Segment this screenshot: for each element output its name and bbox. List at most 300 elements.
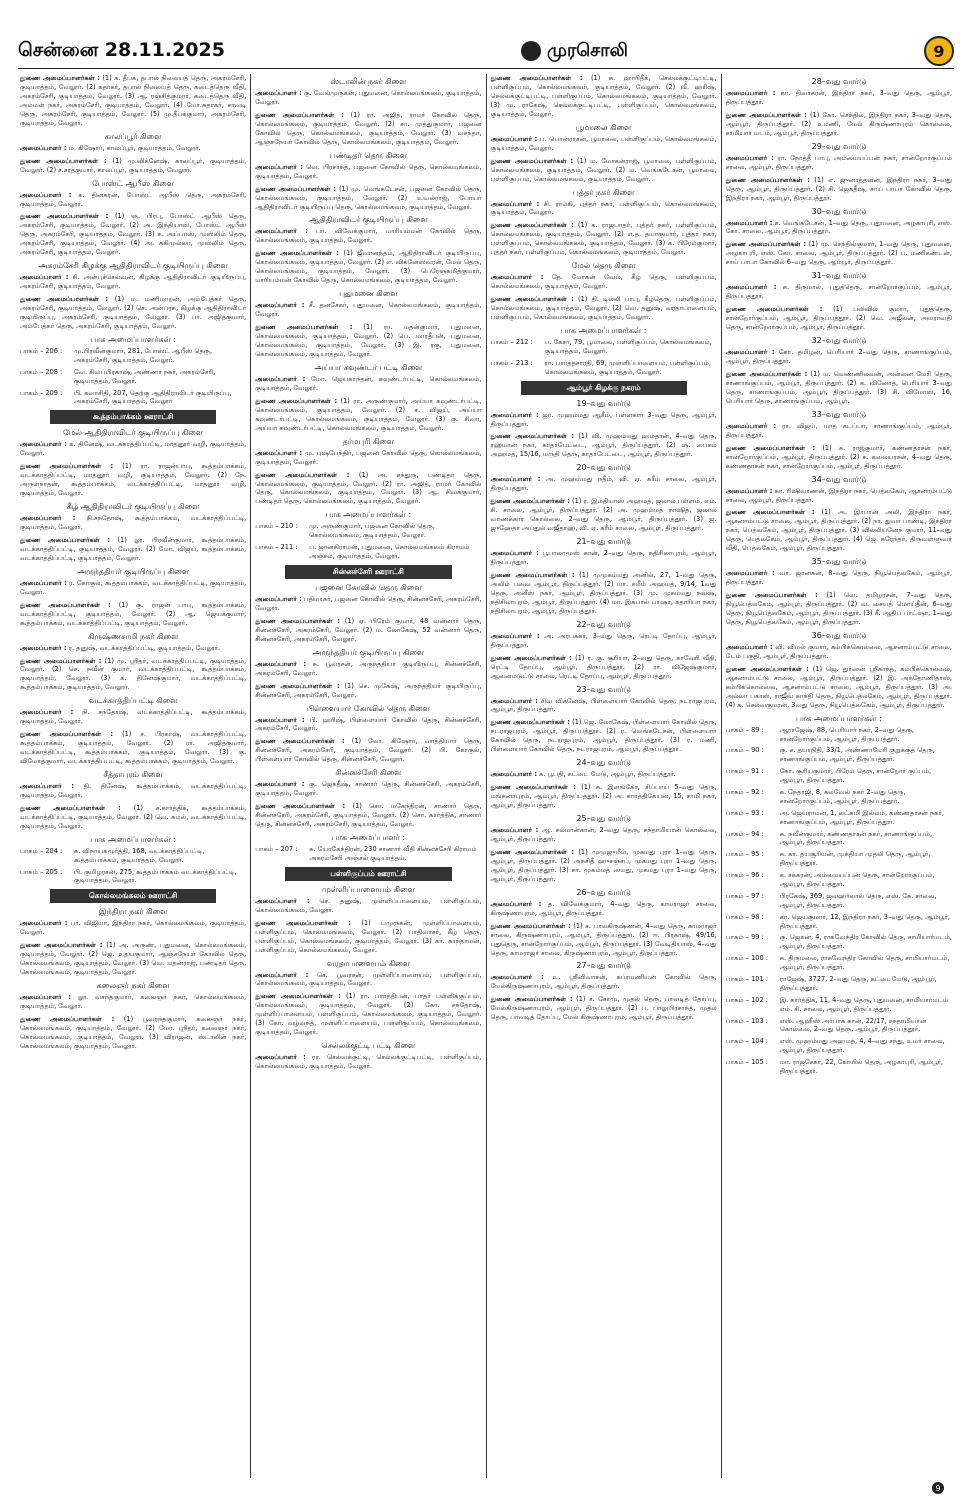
role-label: அமைப்பாளர் : (725, 486, 773, 495)
booth-label: பாகம் – 97 : (725, 891, 764, 900)
member-paragraph (491, 632, 717, 650)
member-paragraph (255, 595, 481, 613)
role-label: அமைப்பாளர் : (255, 970, 309, 979)
booth-entry (726, 954, 952, 972)
role-label: துணை அமைப்பாளர்கள் : (20, 295, 109, 304)
member-text: சு. பூபதி, கட்டை மேடு, ஆம்பூர், திருப்பத்தூர். (539, 770, 676, 779)
member-text: நி. சந்தோஷ், வடக்காத்திப்பட்டி, கூத்தம்பாக்கம், குடியாத்தம், வேலூர். (20, 708, 247, 726)
member-text: (1) முமுஜுமீம், முகமது புரா 1–வது தெரு, ஆம்பூர், திருப்பத்தூர். (2) அநசிதீ ஹுசஞ்சப், முகமது புரா 1–வது தெரு, ஆம்பூர், திருப்பத்தூர். (3) சா. முகம்மத் ஸமது, முகமது புரா 1–வது தெரு, ஆம்பூர், திருப்பத்தூர். (490, 847, 717, 883)
member-paragraph (491, 718, 717, 754)
masthead (18, 34, 954, 69)
member-text: லூ. வசந்தகுமார், கலைஞர் நகர், கொல்லமங்கலம், குடியாத்தம், வேலூர். (20, 993, 247, 1011)
member-paragraph (491, 571, 717, 616)
role-label: துணை அமைப்பாளர்கள் : (255, 681, 340, 690)
role-label: அமைப்பாளர் : (490, 770, 537, 779)
member-text: (1) பலிவில் குமார், புதுத்தெரு, சான்றோர்குப்பம், ஆம்பூர், திருப்பத்தூர். (2) வெ. அஜீலன், அமராவதி தெரு, சான்றோர்குப்பம், ஆம்பூர், திருப்பத்தூர். (725, 305, 952, 332)
member-text: பா. விஜியா, இந்திரா நகர், கொல்லமங்கலம், குடியாத்தம், வேலூர். (20, 919, 247, 937)
section-heading: பூமாலை கிளை (575, 122, 632, 132)
member-text: வெ. பிரசாந்த், பஜனை கோவில் தெரு, கொல்லமங்கலம், குடியாத்தம், வேலூர். (255, 162, 482, 180)
booth-value: கோ. சூரியகுமார், பிரேம் தெரு, சான்றோர் குப்பம், ஆம்பூர், திருப்பத்தூர். (779, 767, 932, 785)
member-paragraph (491, 221, 717, 257)
booth-value: இ. கார்த்திக், 11, 4–வது தெரு, புதுமனை, சாமியார்மடம் எம். சி. சாலை, ஆம்பூர், திருப்பத்தூர். (779, 995, 949, 1013)
booth-entry (726, 975, 952, 993)
role-label: துணை அமைப்பாளர்கள் : (255, 396, 338, 405)
member-text: (1) ச.கார்த்திக், கூத்தம்பாக்கம், வடக்காத்திப்பட்டி, குடியாத்தம், வேலூர். (2) வெ. சுமல், வடக்காத்திப்பட்டி, குடியாத்தம், வேலூர். (20, 803, 247, 830)
section-heading: 28–வது வார்டு (811, 77, 867, 86)
role-label: துணை அமைப்பாளர்கள் : (255, 737, 345, 746)
member-paragraph (20, 536, 246, 563)
member-text: (1) ஏ. பிரேம் குமார், 48 வன்னார் தெரு, சின்னச்சேரி, அகரம்சேரி, வேலூர். (2) ம. லோகேஷ், 52 வன்னார் தெரு, சின்னச்சேரி, அகரம்சேரி, வேலூர். (255, 616, 482, 643)
booth-value: க. விநாயகமூர்த்தி, 168, வடக்காத்திப்பட்டி, கூத்தம்பாக்கம், குடியாத்தம், வேலூர். (74, 846, 205, 864)
member-text: ரா. விஜய், மாத கடப்பா, சாணாங்குப்பம், ஆம்பூர், திருப்பத்தூர். (725, 421, 952, 439)
member-paragraph (20, 579, 246, 597)
booth-label: பாகம் – 104 : (725, 1037, 769, 1046)
booth-value: கா. ஜெயகுமார், 12, இந்திரா நகர், 3–வது தெரு, ஆம்பூர், திருப்பத்தூர். (779, 912, 950, 930)
booth-value: ராஜேஷ், 3727, 2–வது தெரு, கட்டைமேடு, ஆம்பூர், திருப்பத்தூர். (779, 974, 937, 992)
member-paragraph (255, 682, 481, 700)
member-paragraph (20, 993, 246, 1011)
role-label: துணை அமைப்பாளர்கள் : (490, 570, 575, 579)
booth-label: பாகம் – 93 : (725, 808, 764, 817)
role-label: துணை அமைப்பாளர்கள் : (20, 535, 110, 544)
member-text: (1) மு. வெங்கடேசன், பஜனை கோவில் தெரு, கொல்லமங்கலம், குடியாத்தம், வேலூர். (2) உவல்ராஜ், போயர் ஆதிதிராவிடர் குடியிருப்பு தெரு, கொல்லமங்கலம், குடியாத்தம், வேலூர். (255, 184, 482, 211)
member-text: சீ. தனசேகர், புதுமனை, கொல்லமங்கலம், குடியாத்தம், வேலூர். (255, 301, 482, 319)
member-paragraph (255, 897, 481, 915)
booth-label: பாகம் – 94 : (725, 829, 764, 838)
role-label: அமைப்பாளர் : (725, 283, 777, 292)
booth-entry (726, 809, 952, 827)
section-heading: பாக அமைப்பாளர்கள் : (90, 834, 176, 844)
member-paragraph (20, 157, 246, 175)
member-paragraph (20, 782, 246, 800)
booth-label: பாகம் – 206 : (20, 346, 63, 355)
booth-label: பாகம் – 212 : (490, 338, 533, 347)
member-text: கா. ரிஷிவாணன், இந்திரா நகர், பெத்லகேம், ஆசனாம்பட்டு சாலை, ஆம்பூர், திருப்பத்தூர். (725, 486, 952, 504)
role-label: அமைப்பாளர் : (490, 134, 538, 143)
section-heading: மேல் தெரு கிளை (571, 261, 636, 271)
role-label: அமைப்பாளர் : (255, 227, 308, 236)
member-paragraph (20, 212, 246, 257)
booth-value: ஆராஜேஷ், 88, பெரியார் நகர், 2–வது தெரு, சான்றோர்குப்பம், ஆம்பூர், திருப்பத்தூர். (779, 725, 915, 743)
member-text: (1) அ. இர்பான் அலி, இந்திரா நகர், ஆசனாம்பட்டு சாலை, ஆம்பூர், திருப்பத்தூர். (2) நா. துவா பாண்டி, இந்திரா நகர், பெத்லகேம், ஆம்பூர், திருப்பத்தூர். (3) வில்லியனேந் குமார், 11–வது தெரு, பெத்லகேம், ஆம்பூர், திருப்பத்தூர். (4) ஜெ. சுரேந்தர், திருவள்ளுவர் வீதி, பெத்லகேம், ஆம்பூர், திருப்பத்தூர். (725, 508, 953, 553)
member-paragraph (491, 654, 717, 681)
role-label: அமைப்பாளர் : (490, 696, 538, 705)
member-paragraph (726, 305, 952, 332)
role-label: துணை அமைப்பாளர்கள் : (725, 591, 818, 600)
role-label: அமைப்பாளர் : (725, 569, 775, 578)
role-label: துணை அமைப்பாளர்கள் : (20, 941, 103, 950)
member-text: சி. அன்புச்செல்வன், கிழக்கு ஆதிதிராவிடர் குடியிருப்பு, அகரம்சேரி, குடியாத்தம், வேலூர். (20, 273, 247, 291)
member-paragraph (726, 569, 952, 587)
role-label: அமைப்பாளர் : (725, 218, 773, 227)
member-text: (1) ம. மணிமாறன், அம்பேத்கர் தெரு, அகரம்சேரி, குடியாத்தம், வேலூர். (2) செ. அன்பரசு, கிழக்கு ஆதிதிராவிடர் குடியிருப்பு, அகரம்சேரி, குடியாத்தம், வேலூர். (3) பா. அஜித்குமார், அம்பேத்கர் தெரு, அகரம்சேரி, குடியாத்தம், வேலூர். (20, 295, 247, 331)
member-text: வா. ஜானகன், 8–வது தெரு, நியூபெத்லகேம், ஆம்பூர், திருப்பத்தூர். (725, 569, 952, 587)
role-label: அமைப்பாளர் : (490, 826, 539, 835)
member-paragraph (491, 273, 717, 291)
member-text: பூபாலாமூஸ் கான், 2–வது தெரு, நதிசிலாபுரம், ஆம்பூர், திருப்பத்தூர். (490, 549, 717, 567)
member-text: (1) ர. கு. சூரியா, 2–வது தெரு, காவேரி வீதி, ரெட்டி தோப்பு, ஆம்பூர், திருப்பத்தூர். (2) ரா. விஜேஷ்குமார், ஆனைமடுட்டு சாலை, ரெட்டி தோப்பு, ஆம்பூர், திருப்பத்தூர். (490, 653, 717, 680)
booth-value: அ. ஜெயராமன், 1, லட்சுமி இல்லம், கண்ணதாசன் நகர், சாணாங்குப்பம், ஆம்பூர், திருப்பத்தூர். (779, 808, 945, 826)
role-label: அமைப்பாளர் : (255, 301, 305, 310)
role-label: அமைப்பாளர் : (20, 143, 67, 152)
member-paragraph (255, 992, 481, 1037)
booth-label: பாகம் – 99 : (725, 933, 764, 942)
section-heading: ஸ்டாலின் நகர் கிளை (330, 77, 407, 86)
role-label: அமைப்பாளர் : (255, 594, 302, 603)
role-label: துணை அமைப்பாளர்கள் : (20, 730, 114, 739)
section-heading: வடக்காத்திப்பட்டி கிளை (88, 696, 178, 706)
member-text: க. தினகரன், போஸ்ட் ஆபீஸ் தெரு, அகரம்சேரி, குடியாத்தம், வேலூர். (20, 190, 247, 208)
booth-label: பாகம் – 96 : (725, 871, 764, 880)
booth-value: பி. குமிழரசன், 275, கூத்தம்பாக்கம் வடக்காத்திப்பட்டி, குடியாத்தம், வேலூர். (74, 867, 237, 885)
role-label: துணை அமைப்பாளர்கள் : (725, 175, 810, 184)
role-label: துணை அமைப்பாளர்கள் : (725, 305, 823, 314)
booth-value: சு. யோகேந்திரன், 230 சாணார் வீதி சின்னச்சேரி கிராமம் அகரம்சேரி அஞ்சல் குடியாத்தம். (309, 845, 477, 862)
member-text: (1) ரா. ராஜன்பாபு, கூத்தம்பாக்கம், வடக்காத்திப்பட்டி, மாதனூர் வழி, குடியாத்தம், வேலூர். (2) நே. அருள்நாதன், கூத்தம்பாக்கம், வடக்காத்திப்பட்டி, மாதனூர் வழி, குடியாத்தம், வேலூர். (20, 462, 247, 498)
member-text: (1) ஜெ. துர்ஸன் ஸ்ரீகாந்த், கம்பிக்கொல்லை, ஆசனாம்பட்டு சாலை, ஆம்பூர், திருப்பத்தூர். (2) இ. அந்தோணிதாஸ், கம்பிக்கொல்லை, ஆசனாம்பட்டு சாலை, ஆம்பூர், திருப்பத்தூர். (3) அ. அல்லா பகாஸ், ராஜீவ் காந்தி தெரு, நியூபெத்லகேம், ஆம்பூர், திருப்பத்தூர். (4) க. செல்வகுமரன், 3வது தெரு, நியூபெத்லகேம், ஆம்பூர், திருப்பத்தூர். (725, 664, 952, 709)
member-paragraph (491, 783, 717, 810)
section-heading: 33–வது வார்டு (811, 409, 867, 419)
role-label: அமைப்பாளர் : (20, 273, 69, 282)
member-paragraph (255, 163, 481, 181)
role-label: துணை அமைப்பாளர்கள் : (255, 992, 341, 1001)
member-paragraph (20, 462, 246, 498)
member-paragraph (491, 770, 717, 779)
member-text: (1) ம. மோகன்ராஜ், பூமாலை, பள்ளிகுப்பம், கொல்லமங்கலம், குடியாத்தம், வேலூர். (2) ம. வெங்கடேசன், பூமாலை, பள்ளிகுப்பம், கொல்லமங்கலம், குடியாத்தம், வேலூர். (490, 156, 717, 183)
member-text: (1) பூவரந்தகுமார், கலைஞர் நகர், கொல்லமங்கலம், குடியாத்தம், வேலூர். (2) மோ. ஸ்ரீதர், கலைஞர் நகர், கொல்லமங்கலம், குடியாத்தம், வேலூர். (3) விராஜன், ஸ்டாலின் நகர், கொல்லமங்கலம், குடியாத்தம், வேலூர். (20, 1015, 247, 1050)
booth-entry (726, 892, 952, 910)
booth-value: ரா. பார்த்தசாரதி, 69, முள்ளிப்பாளையம், பள்ளிகுப்பம், கொல்லமங்கலம், குடியாத்தம், வேலூர். (544, 358, 711, 376)
role-label: துணை அமைப்பாளர்கள் : (725, 110, 807, 119)
member-text: ர. கோகுல், கூத்தம்பாக்கம், வடக்காத்திப்பட்டி, குடியாத்தம், வேலூர். (20, 578, 247, 596)
booth-value: க. கா. தயசூரியன், முக்தியா முதலி தெரு, ஆம்பூர், திருப்பத்தூர். (779, 850, 931, 868)
member-text: பி. ஹரிஷ், பிள்ளையார் கோவில் தெரு, சின்னச்சேரி, அகரம்சேரி, வேலூர். (255, 715, 482, 733)
booth-value: எஸ். முஹம்மது அஹமத், 4, 4–வது சந்து, உமர் சாலை, ஆம்பூர், திருப்பத்தூர். (779, 1037, 945, 1055)
member-paragraph (726, 176, 952, 203)
member-text: (1) ரா. மதன்குமார், புதுமனை, கொல்லமங்கலம், குடியாத்தம், வேலூர். (2) பெ. மாரதீபன், புதுமனை, கொல்லமங்கலம், குடியாத்தம், வேலூர். (3) இ. ரகு, புதுமனை, கொல்லமங்கலம், குடியாத்தம், வேலூர். (255, 323, 482, 358)
section-heading: பஜனை கோவில் தெரு கிளை (315, 582, 422, 592)
section-heading: வரதாபாளையம் கிளை (326, 958, 411, 968)
booth-entry (20, 389, 246, 407)
member-paragraph (726, 422, 952, 440)
member-paragraph (726, 591, 952, 627)
member-paragraph (20, 144, 246, 153)
member-paragraph (255, 323, 481, 359)
member-text: த. விவேக்குமார், 4–வது தெரு, காமராஜர் சாலை, கிருஷ்ணாபுரம், ஆம்பூர், திருப்பத்தூர். (490, 899, 717, 917)
section-heading: ஆதிதிராவிடர் குடியிருப்பு கிளை (309, 215, 428, 225)
section-heading: அருந்ததியர் குடியிருப்பு கிளை (77, 566, 189, 576)
member-text: (1) ம. வெண்ணிலவன், அன்னை மேரி தெரு, சாணாங்குப்பம், ஆம்பூர், திருப்பத்தூர். (2) க. வினோத், பெரியார் 3–வது தெரு, சாணாங்குப்பம், ஆம்பூர், திருப்பத்தூர். (3) சி. விமோஸ், 16, பெரியார் தெரு, சாணாங்குப்பம், ஆம்பூர். (725, 369, 952, 405)
booth-value: கு. ஜெகன், 4, ராகவேந்திர கோவில் தெரு, சாமியார்மடம், ஆம்பூர், திருப்பத்தூர். (779, 933, 953, 951)
member-text: (1) ரா. அஜித், ராமர் கோவில் தெரு, கொல்லமங்கலம், குடியாத்தம், வேலூர். (2) சா. முத்துகுமார், பஜனை கோவில் தெரு, கொல்லமங்கலம், குடியாத்தம், வேலூர். (3) வசந்தா, ஆஞ்சநேயர் கோவில் தெரு, கொல்லமங்கலம், குடியாத்தம், வேலூர். (255, 110, 482, 146)
role-label: துணை அமைப்பாளர்கள் : (255, 918, 352, 927)
role-label: துணை அமைப்பாளர்கள் : (490, 847, 575, 856)
booth-value: க. திருமலை, ராகவேந்திர கோவில் தெரு, சாமியார்மடம், ஆம்பூர், திருப்பத்தூர். (779, 954, 950, 972)
member-paragraph (20, 730, 246, 766)
booth-value: பி. கவாசிதி, 207, தெற்கு ஆதிதிராவிடர் குடியிருப்பு, அகரம்சேரி, குடியாத்தம், வேலூர் (74, 388, 232, 406)
member-paragraph (20, 919, 246, 937)
member-paragraph (255, 375, 481, 393)
role-label: அமைப்பாளர் : (725, 421, 777, 430)
booth-entry (726, 850, 952, 868)
member-text: (1) மு.விக்னேஷ், காலப்பூர், குடியாத்தம், வேலூர். (2) ச.சரத்குமார், காலப்பூர், குடியாத்தம், வேலூர். (20, 156, 247, 174)
booth-value: ப. ஜானகிராமன், புதுமனை, கொல்லமங்கலம் கிராமம் அஞ்சல், குடியாத்தம், வேலூர். (309, 543, 470, 561)
booth-label: பாகம் – 205 : (20, 867, 63, 876)
section-heading: 25–வது வார்டு (576, 814, 631, 824)
member-paragraph (726, 154, 952, 172)
member-paragraph (726, 643, 952, 661)
member-paragraph (726, 370, 952, 406)
member-paragraph (255, 301, 481, 319)
booth-entry (726, 1037, 952, 1055)
member-paragraph (491, 995, 717, 1022)
member-text: (1) ரா. அருண்குமார், அய்யா கவுண்டர்பட்டி, கொல்லமங்கலம், குடியாத்தம், வேலூர். (2) ச. விஜய், அய்யா கவுண்டர்பட்டி, கொல்லமங்கலம், குடியாத்தம், வேலூர். (3) கு. சிவா, அய்யா கவுண்டர்பட்டி, கொல்லமங்கலம், குடியாத்தம், வேலூர். (255, 396, 482, 432)
member-text: (1) லூ. பிரவீன்குமார், கூத்தம்பாக்கம், வடக்காத்திப்பட்டி, குடியாத்தம், வேலூர். (2) மோ. விஜய், கூத்தம்பாக்கம், வடக்காத்திப்பட்டி, குடியாத்தம், வேலூர். (20, 535, 247, 562)
column-1 (16, 74, 251, 1478)
member-paragraph (255, 660, 481, 678)
booth-entry (20, 847, 246, 865)
member-paragraph (255, 89, 481, 107)
role-label: துணை அமைப்பாளர்கள் : (255, 249, 340, 258)
section-heading: முள்ளிப்பாளையம் கிளை (321, 884, 415, 894)
member-text: (1) க. தீபக், தபால் நிலையத் தெரு, அகரம்சேரி, குடியாத்தம், வேலூர். (2) சுதாகர், தபால் நிலையத் தெரு, கடைத்தெரு வீதி, அகரம்சேரி, குடியாத்தம், வேலூர். (3) ஆ. ரஞ்சித்குமார், கடைத்தெரு வீதி, அம்மன் நகர், அகரம்சேரி, குடியாத்தம், வேலூர். (4) மோ.சுதாகர், சாவடி தெரு, அகரம்சேரி, குடியாத்தம், வேலூர். (5) மு.தீபக்குமார், அகரம்சேரி, குடியாத்தம், வேலூர். (20, 74, 247, 127)
booth-label: பாகம் – 211 : (255, 543, 298, 552)
member-text: (1) ஞ. பிரபு, போஸ்ட் ஆபீஸ் தெரு, அகரம்சேரி, குடியாத்தம், வேலூர். (2) அ. இந்தியாஸ், போஸ்ட் ஆபீஸ் தெரு, அகரம்சேரி, குடியாத்தம், வேலூர். (3) க. அப்பாஸ், முஸ்லிம் தெரு, அகரம்சேரி, குடியாத்தம், வேலூர். (4) அ. சுகிமுல்லா, முஸ்லிம் தெரு, அகரம்சேரி, குடியாத்தம், வேலூர். (20, 212, 247, 257)
member-paragraph (255, 397, 481, 433)
member-paragraph (255, 780, 481, 798)
member-text: சிவ விக்னேஷ், பிள்ளையார் கோவில் தெரு, நடராஜபுரம், ஆம்பூர், திருப்பத்தூர். (490, 696, 717, 714)
section-heading: 29–வது வார்டு (811, 141, 867, 151)
member-paragraph (726, 219, 952, 237)
member-paragraph (726, 89, 952, 107)
role-label: அமைப்பாளர் : (20, 440, 67, 449)
role-label: துணை அமைப்பாளர்கள் : (20, 1015, 115, 1023)
member-paragraph (20, 708, 246, 726)
member-paragraph (20, 191, 246, 209)
member-text: (1) மு. செந்தில்குமார், 1–வது தெரு, புதுமனை, அழகாபுரி, எஸ். கோ. சாலை, ஆம்பூர், திருப்பத்தூர். (2) ப. மணிகண்டன், சாய் பாபா கோவில் 6–வது தெரு, ஆம்பூர், திருப்பத்தூர். (725, 240, 952, 267)
booth-entry (726, 746, 952, 764)
role-label: துணை அமைப்பாளர்கள் : (725, 369, 808, 378)
role-label: அமைப்பாளர் : (725, 642, 773, 651)
role-label: அமைப்பாளர் : (255, 162, 303, 171)
member-text: (1) வெ. தமிழரசன், 7–வது தெரு, நியூபெத்லகேம், ஆம்பூர், திருப்பத்தூர். (2) வ. சையத் மொய்தீன், 6–வது தெரு, நியூபெத்லகேம், ஆம்பூர், திருப்பத்தூர். (3) சீ. ஆதிப் பாட்ஷா, 1–வது தெரு, நியூபெத்லகேம், ஆம்பூர், திருப்பத்தூர். (725, 591, 952, 626)
booth-entry (491, 359, 717, 377)
member-text: (1) க. ராஜபாதர், புத்தர் நகர், பள்ளிகுப்பம், கொல்லமங்கலம், குடியாத்தம், வேலூர். (2) எ.த. தயாகுமார், புத்தர் நகர், பள்ளிகுப்பம், கொல்லமங்கலம், குடியாத்தம், வேலூர். (3) க. பிரேம்குமார், புத்தர் நகர், பள்ளிகுப்பம், கொல்லமங்கலம், குடியாத்தம், வேலூர். (490, 221, 717, 257)
role-label: அமைப்பாளர் : (20, 919, 68, 928)
role-label: துணை அமைப்பாளர்கள் : (20, 212, 109, 221)
role-label: துணை அமைப்பாளர்கள் : (20, 156, 107, 165)
booth-label: பாகம் – 207 : (255, 845, 298, 854)
role-label: அமைப்பாளர் : (255, 374, 306, 383)
role-label: துணை அமைப்பாளர்கள் : (255, 110, 344, 119)
member-text: அ. அரபக்கர், 3–வது தெரு, ரெட்டி தோப்பு, ஆம்பூர், திருப்பத்தூர். (490, 631, 717, 649)
section-heading: 27–வது வார்டு (576, 961, 631, 971)
role-label: அமைப்பாளர் : (20, 708, 74, 717)
booth-entry (726, 933, 952, 951)
column-2 (251, 74, 486, 1478)
role-label: அமைப்பாளர் : (490, 199, 540, 208)
member-text: கு. ஜெகதீஷ், சாணார் தெரு, சின்னச்சேரி, அகரம்சேரி, குடியாத்தம், வேலூர். (255, 780, 482, 798)
role-label: துணை அமைப்பாளர்கள் : (490, 432, 575, 441)
member-text: (1) சொ. மகேந்திரன், சாணார் தெரு, சின்னச்சேரி, அகரம்சேரி, குடியாத்தம், வேலூர். (2) சொ. கார்த்திக், சாணார் தெரு, சின்னச்சேரி, அகரம்சேரி, குடியாத்தம், வேலூர். (255, 802, 482, 829)
member-paragraph (491, 697, 717, 715)
role-label: துணை அமைப்பாளர்கள் : (255, 616, 340, 625)
booth-entry (491, 338, 717, 356)
booth-value: எஸ். ஆஹீஸ் அர்பாக் கான், 22/17, சந்தாமியான் கொல்லை, 2–வது தெரு, ஆம்பூர், திருப்பத்தூர். (779, 1016, 927, 1034)
booth-value: பிரகேஷ், 369, ஜவஹர்லால் தெரு, எஸ். கே. சாலை, ஆம்பூர், திருப்பத்தூர். (779, 891, 937, 909)
role-label: துணை அமைப்பாளர்கள் : (490, 497, 570, 506)
role-label: துணை அமைப்பாளர்கள் : (490, 995, 573, 1004)
member-text: செ. தனுஷ், முள்ளிப்பாளையம், பள்ளிகுப்பம், கொல்லமங்கலம், வேலூர். (255, 896, 482, 914)
member-paragraph (491, 497, 717, 533)
booth-entry (20, 347, 246, 365)
member-text: உ. ஸ்ரீனிவாசன், சுப்ரமணியன் கோவில் தெரு, மேல்கிருஷ்ணாபுரம், ஆம்பூர், திருப்பத்தூர். (490, 973, 717, 991)
booth-value: கு. ச. தயாநிதி, 33/1, அண்ணாமேரி குறுக்குத் தெரு, சாணாங்குப்பம், ஆம்பூர், திருப்பத்தூர். (779, 746, 935, 764)
member-paragraph (491, 549, 717, 567)
booth-entry (726, 726, 952, 744)
member-paragraph (20, 440, 246, 458)
booth-value: மு. அருண்குமார், பஜனை கோவில் தெரு, கொல்லமங்கலம், குடியாத்தம், வேலூர். (309, 522, 435, 540)
booth-value: க. நேதாஜி, 8, கலவேல் நகர் 2–வது தெரு, சான்றோர்குப்பம், ஆம்பூர், திருப்பத்தூர். (779, 787, 906, 805)
member-text: (1) ஜீவானந்தம், ஆதிதிராவிடர் குடியிருப்பு, கொல்லமங்கலம், குடியாத்தம், வேலூர். (2) எ. விக்னேஸ்வரன், மேல் தெரு, கொல்லமங்கலம், குடியாத்தம், வேலூர். (3) பெரேஞ்சுமித்குமார், மாரியம்மன் கோவில் தெரு, கொல்லமங்கலம், குடியாத்தம், வேலூர். (255, 249, 482, 285)
member-text: ப. பொன்ராசன், பூமாலை, பள்ளிகுப்பம், கொல்லமங்கலம், குடியாத்தம், வேலூர். (490, 134, 717, 152)
member-paragraph (255, 802, 481, 829)
role-label: அமைப்பாளர் : (490, 410, 539, 419)
booth-label: பாகம் – 92 : (725, 787, 764, 796)
section-heading: பாக அமைப்பாளர்கள் : (90, 334, 176, 344)
member-paragraph (491, 157, 717, 184)
role-label: அமைப்பாளர் : (20, 578, 67, 587)
booth-entry (255, 522, 481, 540)
member-paragraph (726, 348, 952, 366)
member-text: ரா. செல்வக்குட்டி, செல்லக்குட்டிபட்டி, பள்ளிகுப்பம், கொல்லமங்கலம், குடியாத்தம், வேலூர். (255, 1053, 482, 1071)
role-label: துணை அமைப்பாளர்கள் : (20, 803, 121, 812)
section-heading: 36–வது வார்டு (811, 630, 867, 640)
member-text: கு. வேல்முருகன், புதுமனை, கொல்லமங்கலம், குடியாத்தம், வேலூர். (255, 89, 482, 106)
role-label: அமைப்பாளர் : (255, 1053, 306, 1062)
section-heading: 22–வது வார்டு (576, 619, 631, 629)
member-paragraph (20, 941, 246, 977)
member-paragraph (491, 922, 717, 958)
place-date: சென்னை 28.11.2025 (18, 38, 225, 61)
section-heading: அருந்ததியர் குடியிருப்பு கிளை (312, 647, 425, 657)
section-heading: 31–வது வார்டு (811, 271, 867, 281)
member-text: (1) முமுகம்மது அனில், 27, 1–வது தெரு, அலிம் பவை ஆம்பூர், திருப்பத்தூர். (2) யா. சமீம் அஹமத், 9/14, 1வது தெரு, அனீஸ் நகர், ஆம்பூர், திருப்பத்தூர். (3) மு. முகம்மது நவ்ஷ், நதிசிலாபுரம், ஆம்பூர், திருப்பத்தூர். (4) மா. இக்பால் பாஷா, சுதாரிபா நகர், நதிசிலாபுரம், ஆம்பூர், திருப்பத்தூர். (490, 570, 717, 615)
member-text: (1) எ. ஜுனாத்தனன், இந்திரா நகர், 3–வது தெரு, ஆம்பூர், திருப்பத்தூர். (2) சி. ஜெகதீஷ், சாய் பாபா கோவில் தெரு, இந்திரா நகர், ஆம்பூர், திருப்பத்தூர். (725, 175, 952, 202)
section-heading: அகரம்சேரி கிழக்கு ஆதிதிராவிடர் குடியிருப்பு கிளை (38, 261, 228, 271)
section-heading: பிள்ளையார் கோவில் தெரு கிளை (306, 703, 430, 713)
member-text: மு. புஷ்பேந்திர், பஜனை கோவில் தெரு, கொல்லமங்கலம், குடியாத்தம், வேலூர். (255, 448, 482, 466)
booth-entry (726, 1017, 952, 1035)
member-paragraph (491, 826, 717, 844)
section-heading: 20–வது வார்டு (576, 463, 631, 473)
member-paragraph (491, 973, 717, 991)
role-label: அமைப்பாளர் : (490, 631, 540, 640)
member-paragraph (726, 508, 952, 553)
role-label: அமைப்பாளர் : (725, 89, 776, 97)
role-label: துணை அமைப்பாளர்கள் : (725, 443, 816, 452)
member-paragraph (255, 737, 481, 764)
role-label: அமைப்பாளர் : (490, 549, 539, 558)
paper-title (521, 40, 628, 63)
role-label: அமைப்பாளர் : (255, 896, 310, 905)
section-heading: 30–வது வார்டு (811, 206, 867, 216)
role-label: அமைப்பாளர் : (490, 973, 544, 982)
booth-label: பாகம் – 204 : (20, 846, 63, 855)
role-label: அமைப்பாளர் : (255, 780, 305, 789)
member-text: மோ. ஜெயகாந்தன், கவுண்டர்பட்டி, கொல்லமங்கலம், குடியாத்தம், வேலூர். (255, 374, 482, 392)
booth-label: பாகம் – 91 : (725, 767, 764, 776)
member-text: (1) லோ. கிஷோர், வாத்தியார் தெரு, சின்னச்சேரி, அகரம்சேரி, குடியாத்தம், வேலூர். (2) பி. கோகுல், பிள்ளையார் கோவில் தெரு, சின்னச்சேரி, வேலூர். (255, 737, 482, 764)
member-text: (1) அ. சந்துரு, பண்டிதர் தெரு, கொல்லமங்கலம், குடியாத்தம், வேலூர். (2) ரா. அஜித், ராமர் கோவில் தெரு, கொல்லமங்கலம், குடியாத்தம், வேலூர். (3) ஆ. சிவக்குமார், பண்டிதர் தெரு, கொல்லமங்கலம், குடியாத்தம், வேலூர். (255, 470, 482, 506)
section-heading: பண்டிதர் தெரு கிளை (329, 150, 407, 160)
role-label: துணை அமைப்பாளர்கள் : (255, 323, 353, 332)
booth-label: பாகம் – 210 : (255, 522, 298, 531)
member-paragraph (20, 804, 246, 831)
section-heading: புத்தர் நகர் கிளை (572, 187, 635, 197)
member-text: (1) வி. முஹம்மது ஹம்தான், 4–வது தெரு, ரஹ்மான் நகர், காதர்பேட்டை, ஆம்பூர், திருப்பத்தூர். (2) ஷ. பைசல் அஹமத், 15/16, மருதி தெரு, காதர்பேட்டை, ஆம்பூர், திருப்பத்தூர். (490, 432, 717, 459)
booth-entry (726, 830, 952, 848)
section-heading: தர்மபுரி கிளை (342, 436, 395, 446)
member-text: (1) ஜெ. லோகேஷ், பிள்ளையார் கோவில் தெரு, நடராஜபுரம், ஆம்பூர், திருப்பத்தூர். (2) ர. வெங்கடேசன், பிள்ளையார் கோவில் தெரு, நடராஜபுரம், ஆம்பூர், திருப்பத்தூர். (3) ர. மணி, பிள்ளையார் கோவில் தெரு, நடராஜபுரம், ஆம்பூர், திருப்பத்தூர். (490, 718, 717, 754)
role-label: துணை அமைப்பாளர்கள் : (725, 664, 809, 673)
member-paragraph (726, 283, 952, 301)
booth-entry (726, 1058, 952, 1076)
member-paragraph (726, 665, 952, 710)
news-columns (16, 74, 956, 1478)
panchayat-banner: ஆம்பூர் கிழக்கு நகரம் (521, 381, 687, 395)
role-label: துணை அமைப்பாளர்கள் : (490, 74, 583, 82)
section-heading: 35–வது வார்டு (811, 557, 867, 567)
member-text: கா. திவாகரன், இந்திரா நகர், 3–வது தெரு, ஆம்பூர், திருப்பத்தூர். (725, 89, 952, 106)
member-text: சி. ராம்கி, புத்தர் நகர், பள்ளிகுப்பம், கொல்லமங்கலம், குடியாத்தம், வேலூர். (490, 199, 717, 217)
booth-label: பாகம் – 100 : (725, 954, 769, 963)
role-label: துணை அமைப்பாளர்கள் : (20, 462, 114, 471)
booth-label: பாகம் – 209 : (20, 388, 63, 397)
role-label: துணை அமைப்பாளர்கள் : (255, 470, 350, 479)
member-text: (1) தி. டில்லி பாபு, கீழ்தெரு, பள்ளிகுப்பம், கொல்லமங்கலம், குடியாத்தம், வேலூர். (2) வெ. தனுஷ், வரதாபாளையம், பள்ளிகுப்பம், கொல்லமங்கலம், குடியாத்தம், வேலூர். (490, 295, 717, 322)
role-label: அமைப்பாளர் : (255, 659, 307, 668)
section-heading: அய்யா கவுண்டர் பட்டி கிளை (314, 362, 423, 372)
role-label: துணை அமைப்பாளர்கள் : (255, 184, 337, 193)
member-text: ர. தனுஷ், வடக்காத்திப்பட்டி, குடியாத்தம், வேலூர். (68, 643, 221, 652)
paper-name: முரசொலி (546, 39, 628, 61)
booth-entry (255, 845, 481, 863)
role-label: அமைப்பாளர் : (490, 273, 544, 282)
member-text: வி. விமல் குமார், கம்பிக்கொல்லை, ஆசனாம்பட்டு சாலை, டேம் பகுதி, ஆம்பூர், திருப்பத்தூர். (725, 642, 952, 660)
member-paragraph (491, 200, 717, 218)
member-text: (1) சு. ராஜ்குமார், கண்ணதாசன் நகர், சான்றோர்குப்பம், ஆம்பூர், திருப்பத்தூர். (2) க. கலையரசன், 4–வது தெரு, கண்ணதாசன் நகர், சான்றோர்குப்பம், ஆம்பூர், திருப்பத்தூர். (725, 443, 952, 470)
booth-entry (726, 871, 952, 889)
booth-label: பாகம் – 213 : (490, 358, 533, 367)
booth-value: மு.பிரவீன்குமார், 281, போஸ்ட் ஆபீஸ் தெரு, அகரம்சேரி, குடியாத்தம், வேலூர். (74, 346, 213, 364)
member-paragraph (491, 848, 717, 884)
member-paragraph (255, 471, 481, 507)
role-label: அமைப்பாளர் : (725, 348, 775, 357)
role-label: அமைப்பாளர் : (725, 153, 774, 162)
role-label: துணை அமைப்பாளர்கள் : (490, 921, 571, 930)
booth-value: ப. கேசர், 79, பூமாலை, பள்ளிகுப்பம், கொல்லமங்கலம், குடியாத்தம், வேலூர். (544, 338, 712, 355)
member-paragraph (726, 240, 952, 267)
member-text: (1) செ. முகேஷ், அருந்ததியர் குடியிருப்பு, சின்னச்சேரி, அகரம்சேரி, வேலூர். (255, 681, 482, 699)
member-paragraph (491, 432, 717, 459)
member-paragraph (491, 900, 717, 918)
member-paragraph (491, 135, 717, 153)
member-paragraph (20, 657, 246, 693)
member-text: (1) ச. சோமு, முதல் தெரு, பாவடித் தோப்பு, மேல்கிருஷ்ணாபுரம், ஆம்பூர், திருப்பத்தூர். (2) ப. பாலுபிரசாந்த், முதல் தெரு, பாவடித் தோப்பு, மேல் கிருஷ்ணாபுரம், ஆம்பூர், திருப்பத்தூர். (490, 995, 717, 1022)
member-paragraph (20, 295, 246, 331)
role-label: துணை அமைப்பாளர்கள் : (20, 600, 111, 609)
